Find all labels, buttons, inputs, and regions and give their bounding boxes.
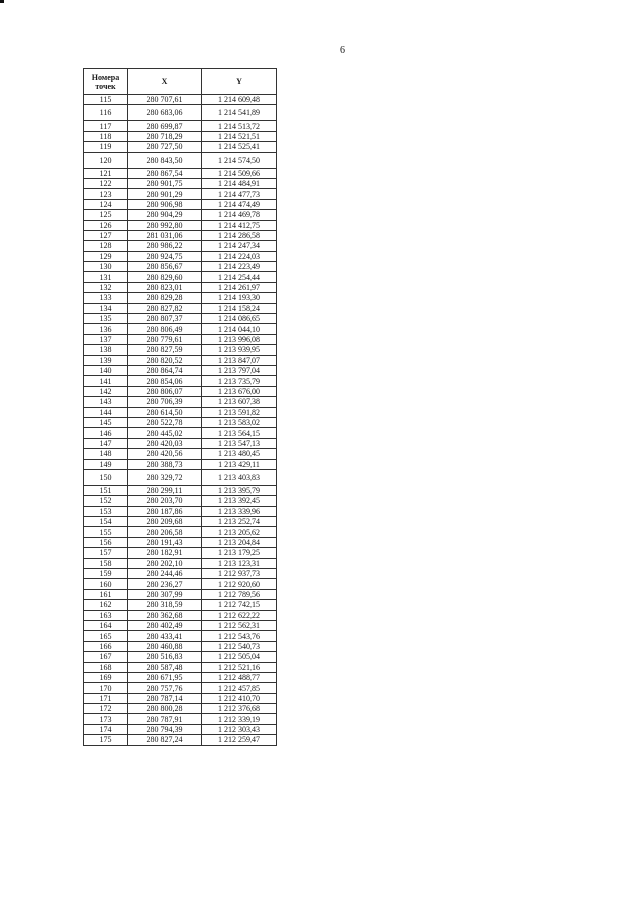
y-coordinate-cell: 1 214 224,03	[202, 251, 277, 261]
point-number-cell: 145	[84, 417, 128, 427]
y-coordinate-cell: 1 212 339,19	[202, 714, 277, 724]
x-coordinate-cell: 280 800,28	[128, 704, 202, 714]
table-row	[84, 324, 277, 334]
y-coordinate-cell: 1 213 847,07	[202, 355, 277, 365]
point-number-cell: 119	[84, 142, 128, 152]
point-number-cell: 134	[84, 303, 128, 313]
x-coordinate-cell: 280 867,54	[128, 168, 202, 178]
y-coordinate-cell: 1 213 204,84	[202, 537, 277, 547]
page-number: 6	[340, 45, 345, 56]
point-number-cell: 150	[84, 469, 128, 485]
y-coordinate-cell: 1 213 996,08	[202, 334, 277, 344]
table-row	[84, 693, 277, 703]
header-y: Y	[202, 69, 277, 95]
y-coordinate-cell: 1 212 622,22	[202, 610, 277, 620]
table-row	[84, 241, 277, 251]
point-number-cell: 142	[84, 386, 128, 396]
table-row	[84, 517, 277, 527]
table-row	[84, 272, 277, 282]
x-coordinate-cell: 280 699,87	[128, 121, 202, 131]
table-row	[84, 334, 277, 344]
point-number-cell: 117	[84, 121, 128, 131]
point-number-cell: 153	[84, 506, 128, 516]
x-coordinate-cell: 280 901,75	[128, 178, 202, 188]
table-row	[84, 714, 277, 724]
y-coordinate-cell: 1 214 469,78	[202, 210, 277, 220]
point-number-cell: 149	[84, 459, 128, 469]
y-coordinate-cell: 1 213 797,04	[202, 365, 277, 375]
header-point-number-line1: Номера	[91, 72, 120, 82]
y-coordinate-cell: 1 212 488,77	[202, 672, 277, 682]
x-coordinate-cell: 280 433,41	[128, 631, 202, 641]
point-number-cell: 157	[84, 548, 128, 558]
table-row	[84, 428, 277, 438]
x-coordinate-cell: 280 329,72	[128, 469, 202, 485]
y-coordinate-cell: 1 214 484,91	[202, 178, 277, 188]
y-coordinate-cell: 1 213 939,95	[202, 345, 277, 355]
table-row	[84, 105, 277, 121]
point-number-cell: 122	[84, 178, 128, 188]
point-number-cell: 169	[84, 672, 128, 682]
point-number-cell: 156	[84, 537, 128, 547]
point-number-cell: 120	[84, 152, 128, 168]
table-row	[84, 683, 277, 693]
table-row	[84, 496, 277, 506]
point-number-cell: 133	[84, 293, 128, 303]
point-number-cell: 172	[84, 704, 128, 714]
x-coordinate-cell: 280 779,61	[128, 334, 202, 344]
x-coordinate-cell: 280 236,27	[128, 579, 202, 589]
point-number-cell: 144	[84, 407, 128, 417]
table-row	[84, 314, 277, 324]
y-coordinate-cell: 1 213 179,25	[202, 548, 277, 558]
point-number-cell: 159	[84, 569, 128, 579]
table-row	[84, 417, 277, 427]
point-number-cell: 123	[84, 189, 128, 199]
x-coordinate-cell: 280 587,48	[128, 662, 202, 672]
x-coordinate-cell: 280 202,10	[128, 558, 202, 568]
table-row	[84, 121, 277, 131]
table-row	[84, 386, 277, 396]
point-number-cell: 136	[84, 324, 128, 334]
table-row	[84, 189, 277, 199]
y-coordinate-cell: 1 213 392,45	[202, 496, 277, 506]
x-coordinate-cell: 280 854,06	[128, 376, 202, 386]
point-number-cell: 141	[84, 376, 128, 386]
x-coordinate-cell: 280 683,06	[128, 105, 202, 121]
point-number-cell: 146	[84, 428, 128, 438]
y-coordinate-cell: 1 212 920,60	[202, 579, 277, 589]
table-row	[84, 449, 277, 459]
x-coordinate-cell: 280 191,43	[128, 537, 202, 547]
table-header-row	[84, 69, 277, 95]
y-coordinate-cell: 1 213 252,74	[202, 517, 277, 527]
table-row	[84, 631, 277, 641]
table-row	[84, 355, 277, 365]
x-coordinate-cell: 280 806,07	[128, 386, 202, 396]
y-coordinate-cell: 1 214 521,51	[202, 131, 277, 141]
x-coordinate-cell: 280 829,28	[128, 293, 202, 303]
x-coordinate-cell: 280 757,76	[128, 683, 202, 693]
x-coordinate-cell: 280 986,22	[128, 241, 202, 251]
coordinates-table	[83, 68, 277, 746]
y-coordinate-cell: 1 213 339,96	[202, 506, 277, 516]
table-row	[84, 303, 277, 313]
table-row	[84, 95, 277, 105]
table-row	[84, 397, 277, 407]
table-row	[84, 569, 277, 579]
y-coordinate-cell: 1 214 525,41	[202, 142, 277, 152]
x-coordinate-cell: 280 187,86	[128, 506, 202, 516]
x-coordinate-cell: 280 924,75	[128, 251, 202, 261]
x-coordinate-cell: 280 807,37	[128, 314, 202, 324]
x-coordinate-cell: 280 827,59	[128, 345, 202, 355]
point-number-cell: 165	[84, 631, 128, 641]
y-coordinate-cell: 1 214 513,72	[202, 121, 277, 131]
y-coordinate-cell: 1 212 521,16	[202, 662, 277, 672]
point-number-cell: 162	[84, 600, 128, 610]
point-number-cell: 115	[84, 95, 128, 105]
x-coordinate-cell: 280 420,03	[128, 438, 202, 448]
point-number-cell: 126	[84, 220, 128, 230]
table-row	[84, 220, 277, 230]
point-number-cell: 132	[84, 282, 128, 292]
table-row	[84, 230, 277, 240]
x-coordinate-cell: 280 706,39	[128, 397, 202, 407]
x-coordinate-cell: 280 820,52	[128, 355, 202, 365]
y-coordinate-cell: 1 214 158,24	[202, 303, 277, 313]
y-coordinate-cell: 1 213 547,13	[202, 438, 277, 448]
table-row	[84, 506, 277, 516]
y-coordinate-cell: 1 214 477,73	[202, 189, 277, 199]
table-row	[84, 152, 277, 168]
point-number-cell: 155	[84, 527, 128, 537]
table-row	[84, 600, 277, 610]
table-row	[84, 407, 277, 417]
y-coordinate-cell: 1 213 429,11	[202, 459, 277, 469]
point-number-cell: 139	[84, 355, 128, 365]
x-coordinate-cell: 280 402,49	[128, 620, 202, 630]
y-coordinate-cell: 1 213 583,02	[202, 417, 277, 427]
x-coordinate-cell: 280 516,83	[128, 652, 202, 662]
x-coordinate-cell: 280 445,02	[128, 428, 202, 438]
point-number-cell: 154	[84, 517, 128, 527]
table-row	[84, 199, 277, 209]
point-number-cell: 163	[84, 610, 128, 620]
x-coordinate-cell: 280 806,49	[128, 324, 202, 334]
y-coordinate-cell: 1 212 505,04	[202, 652, 277, 662]
table-row	[84, 178, 277, 188]
y-coordinate-cell: 1 214 247,34	[202, 241, 277, 251]
point-number-cell: 164	[84, 620, 128, 630]
y-coordinate-cell: 1 213 607,38	[202, 397, 277, 407]
point-number-cell: 128	[84, 241, 128, 251]
table-row	[84, 168, 277, 178]
y-coordinate-cell: 1 214 286,58	[202, 230, 277, 240]
point-number-cell: 151	[84, 485, 128, 495]
table-row	[84, 620, 277, 630]
table-row	[84, 142, 277, 152]
y-coordinate-cell: 1 213 564,15	[202, 428, 277, 438]
x-coordinate-cell: 281 031,06	[128, 230, 202, 240]
point-number-cell: 161	[84, 589, 128, 599]
x-coordinate-cell: 280 823,01	[128, 282, 202, 292]
y-coordinate-cell: 1 213 395,79	[202, 485, 277, 495]
table-row	[84, 548, 277, 558]
table-row	[84, 282, 277, 292]
y-coordinate-cell: 1 214 574,50	[202, 152, 277, 168]
x-coordinate-cell: 280 299,11	[128, 485, 202, 495]
table-row	[84, 558, 277, 568]
table-row	[84, 469, 277, 485]
x-coordinate-cell: 280 522,78	[128, 417, 202, 427]
x-coordinate-cell: 280 864,74	[128, 365, 202, 375]
point-number-cell: 129	[84, 251, 128, 261]
x-coordinate-cell: 280 420,56	[128, 449, 202, 459]
y-coordinate-cell: 1 214 412,75	[202, 220, 277, 230]
x-coordinate-cell: 280 992,80	[128, 220, 202, 230]
x-coordinate-cell: 280 203,70	[128, 496, 202, 506]
point-number-cell: 175	[84, 735, 128, 745]
table-row	[84, 262, 277, 272]
point-number-cell: 166	[84, 641, 128, 651]
x-coordinate-cell: 280 787,14	[128, 693, 202, 703]
y-coordinate-cell: 1 212 937,73	[202, 569, 277, 579]
x-coordinate-cell: 280 460,88	[128, 641, 202, 651]
y-coordinate-cell: 1 212 410,70	[202, 693, 277, 703]
table-row	[84, 527, 277, 537]
point-number-cell: 125	[84, 210, 128, 220]
x-coordinate-cell: 280 827,82	[128, 303, 202, 313]
y-coordinate-cell: 1 214 193,30	[202, 293, 277, 303]
point-number-cell: 127	[84, 230, 128, 240]
point-number-cell: 137	[84, 334, 128, 344]
x-coordinate-cell: 280 827,24	[128, 735, 202, 745]
y-coordinate-cell: 1 214 261,97	[202, 282, 277, 292]
y-coordinate-cell: 1 214 044,10	[202, 324, 277, 334]
x-coordinate-cell: 280 904,29	[128, 210, 202, 220]
table-row	[84, 724, 277, 734]
x-coordinate-cell: 280 388,73	[128, 459, 202, 469]
point-number-cell: 167	[84, 652, 128, 662]
point-number-cell: 131	[84, 272, 128, 282]
point-number-cell: 173	[84, 714, 128, 724]
x-coordinate-cell: 280 209,68	[128, 517, 202, 527]
y-coordinate-cell: 1 212 457,85	[202, 683, 277, 693]
x-coordinate-cell: 280 362,68	[128, 610, 202, 620]
y-coordinate-cell: 1 212 540,73	[202, 641, 277, 651]
y-coordinate-cell: 1 212 543,76	[202, 631, 277, 641]
y-coordinate-cell: 1 214 086,65	[202, 314, 277, 324]
table-row	[84, 438, 277, 448]
table-row	[84, 579, 277, 589]
scan-edge-mark	[0, 0, 4, 3]
table-row	[84, 485, 277, 495]
point-number-cell: 170	[84, 683, 128, 693]
table-row	[84, 293, 277, 303]
x-coordinate-cell: 280 856,67	[128, 262, 202, 272]
y-coordinate-cell: 1 214 509,66	[202, 168, 277, 178]
table-row	[84, 459, 277, 469]
table-row	[84, 345, 277, 355]
header-point-number	[84, 69, 128, 95]
header-x: X	[128, 69, 202, 95]
y-coordinate-cell: 1 213 735,79	[202, 376, 277, 386]
y-coordinate-cell: 1 213 480,45	[202, 449, 277, 459]
x-coordinate-cell: 280 307,99	[128, 589, 202, 599]
table-row	[84, 376, 277, 386]
x-coordinate-cell: 280 206,58	[128, 527, 202, 537]
table-row	[84, 365, 277, 375]
point-number-cell: 152	[84, 496, 128, 506]
y-coordinate-cell: 1 212 376,68	[202, 704, 277, 714]
x-coordinate-cell: 280 718,29	[128, 131, 202, 141]
table-row	[84, 589, 277, 599]
y-coordinate-cell: 1 212 789,56	[202, 589, 277, 599]
point-number-cell: 118	[84, 131, 128, 141]
table-row	[84, 251, 277, 261]
y-coordinate-cell: 1 214 223,49	[202, 262, 277, 272]
y-coordinate-cell: 1 212 303,43	[202, 724, 277, 734]
x-coordinate-cell: 280 829,60	[128, 272, 202, 282]
point-number-cell: 148	[84, 449, 128, 459]
point-number-cell: 116	[84, 105, 128, 121]
point-number-cell: 147	[84, 438, 128, 448]
table-row	[84, 652, 277, 662]
y-coordinate-cell: 1 213 676,00	[202, 386, 277, 396]
y-coordinate-cell: 1 212 259,47	[202, 735, 277, 745]
point-number-cell: 138	[84, 345, 128, 355]
table-row	[84, 662, 277, 672]
y-coordinate-cell: 1 214 609,48	[202, 95, 277, 105]
x-coordinate-cell: 280 244,46	[128, 569, 202, 579]
y-coordinate-cell: 1 214 474,49	[202, 199, 277, 209]
y-coordinate-cell: 1 213 123,31	[202, 558, 277, 568]
x-coordinate-cell: 280 707,61	[128, 95, 202, 105]
x-coordinate-cell: 280 671,95	[128, 672, 202, 682]
x-coordinate-cell: 280 182,91	[128, 548, 202, 558]
y-coordinate-cell: 1 214 541,89	[202, 105, 277, 121]
point-number-cell: 160	[84, 579, 128, 589]
table-row	[84, 641, 277, 651]
x-coordinate-cell: 280 906,98	[128, 199, 202, 209]
point-number-cell: 121	[84, 168, 128, 178]
x-coordinate-cell: 280 901,29	[128, 189, 202, 199]
point-number-cell: 135	[84, 314, 128, 324]
table-row	[84, 704, 277, 714]
y-coordinate-cell: 1 213 205,62	[202, 527, 277, 537]
y-coordinate-cell: 1 212 742,15	[202, 600, 277, 610]
table-row	[84, 537, 277, 547]
table-row	[84, 672, 277, 682]
y-coordinate-cell: 1 212 562,31	[202, 620, 277, 630]
point-number-cell: 158	[84, 558, 128, 568]
y-coordinate-cell: 1 213 403,83	[202, 469, 277, 485]
table-row	[84, 131, 277, 141]
y-coordinate-cell: 1 214 254,44	[202, 272, 277, 282]
point-number-cell: 168	[84, 662, 128, 672]
x-coordinate-cell: 280 318,59	[128, 600, 202, 610]
table-row	[84, 610, 277, 620]
point-number-cell: 130	[84, 262, 128, 272]
x-coordinate-cell: 280 787,91	[128, 714, 202, 724]
table-row	[84, 210, 277, 220]
point-number-cell: 124	[84, 199, 128, 209]
x-coordinate-cell: 280 794,39	[128, 724, 202, 734]
table-row	[84, 735, 277, 745]
y-coordinate-cell: 1 213 591,82	[202, 407, 277, 417]
x-coordinate-cell: 280 727,50	[128, 142, 202, 152]
point-number-cell: 140	[84, 365, 128, 375]
header-point-number-line2: точек	[95, 81, 116, 91]
point-number-cell: 174	[84, 724, 128, 734]
point-number-cell: 143	[84, 397, 128, 407]
x-coordinate-cell: 280 843,50	[128, 152, 202, 168]
point-number-cell: 171	[84, 693, 128, 703]
x-coordinate-cell: 280 614,50	[128, 407, 202, 417]
